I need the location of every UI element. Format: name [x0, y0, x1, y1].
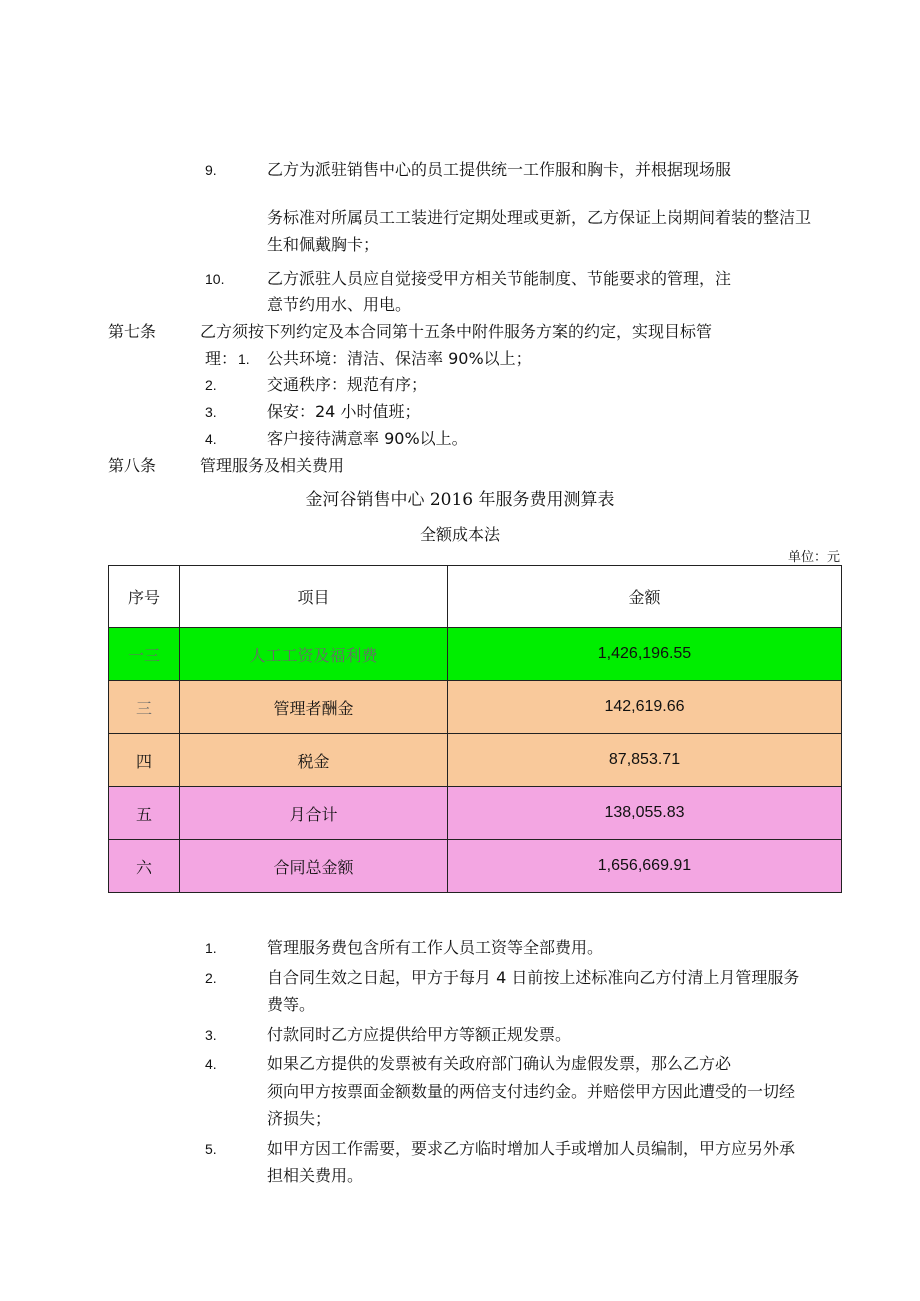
note-2-line1: 自合同生效之日起，甲方于每月 4 日前按上述标准向乙方付清上月管理服务 — [267, 968, 800, 987]
clause-10-line1: 乙方派驻人员应自觉接受甲方相关节能制度、节能要求的管理，注 — [267, 269, 732, 288]
article-8-text: 管理服务及相关费用 — [200, 456, 345, 475]
table-subtitle: 全额成本法 — [419, 525, 500, 544]
row-amount: 142,619.66 — [448, 681, 842, 734]
table-row — [109, 681, 842, 734]
note-5-line2: 担相关费用。 — [267, 1166, 364, 1185]
note-5-number: 5. — [205, 1141, 217, 1157]
note-2-number: 2. — [205, 970, 217, 986]
note-3-number: 3. — [205, 1027, 217, 1043]
row-amount: 1,656,669.91 — [448, 840, 842, 893]
article-8-label: 第八条 — [108, 456, 157, 475]
table-row — [109, 840, 842, 893]
table-row — [109, 787, 842, 840]
article-7-item-2-text: 交通秩序：规范有序； — [267, 375, 428, 394]
row-seq: 三 — [109, 681, 180, 734]
clause-9-line1: 乙方为派驻销售中心的员工提供统一工作服和胸卡，并根据现场服 — [267, 160, 732, 179]
row-item: 月合计 — [180, 787, 448, 840]
clause-9-line2: 务标准对所属员工工装进行定期处理或更新，乙方保证上岗期间着装的整洁卫 — [267, 208, 812, 227]
note-4-line1: 如果乙方提供的发票被有关政府部门确认为虚假发票，那么乙方必 — [267, 1054, 732, 1073]
table-header-row — [109, 566, 842, 628]
article-7-item-3-number: 3. — [205, 404, 217, 420]
article-7-text: 乙方须按下列约定及本合同第十五条中附件服务方案的约定，实现目标管 — [200, 322, 713, 341]
article-7-item-1-text: 公共环境：清洁、保洁率 90%以上； — [267, 349, 532, 368]
row-amount: 1,426,196.55 — [448, 628, 842, 681]
fee-table — [108, 565, 842, 893]
clause-9-line3: 生和佩戴胸卡； — [267, 235, 380, 254]
article-7-item-1-number: 1. — [238, 351, 250, 367]
row-item: 税金 — [180, 734, 448, 787]
clause-9-number: 9. — [205, 162, 217, 178]
article-7-cont: 理： — [205, 349, 238, 368]
row-seq: 五 — [109, 787, 180, 840]
clause-10-number: 10. — [205, 271, 225, 287]
row-item: 管理者酬金 — [180, 681, 448, 734]
article-7-item-4-text: 客户接待满意率 90%以上。 — [267, 429, 468, 448]
header-seq: 序号 — [109, 566, 180, 628]
clause-10-line2: 意节约用水、用电。 — [267, 295, 412, 314]
note-3-line1: 付款同时乙方应提供给甲方等额正规发票。 — [267, 1025, 572, 1044]
note-2-line2: 费等。 — [267, 995, 316, 1014]
note-4-line2: 须向甲方按票面金额数量的两倍支付违约金。并赔偿甲方因此遭受的一切经 — [267, 1082, 796, 1101]
row-amount: 87,853.71 — [448, 734, 842, 787]
article-7-item-3-text: 保安：24 小时值班； — [267, 402, 421, 421]
header-item: 项目 — [180, 566, 448, 628]
row-item: 人工工资及福利费 — [180, 628, 448, 681]
table-title: 金河谷销售中心 2016 年服务费用测算表 — [305, 490, 615, 510]
table-row — [109, 734, 842, 787]
table-row — [109, 628, 842, 681]
header-amount: 金额 — [448, 566, 842, 628]
note-1-line1: 管理服务费包含所有工作人员工资等全部费用。 — [267, 938, 604, 957]
unit-label: 单位：元 — [787, 550, 840, 565]
article-7-label: 第七条 — [108, 322, 157, 341]
row-seq: 六 — [109, 840, 180, 893]
note-1-number: 1. — [205, 940, 217, 956]
article-7-item-4-number: 4. — [205, 431, 217, 447]
row-amount: 138,055.83 — [448, 787, 842, 840]
note-5-line1: 如甲方因工作需要，要求乙方临时增加人手或增加人员编制，甲方应另外承 — [267, 1139, 796, 1158]
note-4-number: 4. — [205, 1056, 217, 1072]
row-seq: 一三 — [109, 628, 180, 681]
article-7-item-2-number: 2. — [205, 377, 217, 393]
row-seq: 四 — [109, 734, 180, 787]
row-item: 合同总金额 — [180, 840, 448, 893]
note-4-line3: 济损失； — [267, 1109, 332, 1128]
